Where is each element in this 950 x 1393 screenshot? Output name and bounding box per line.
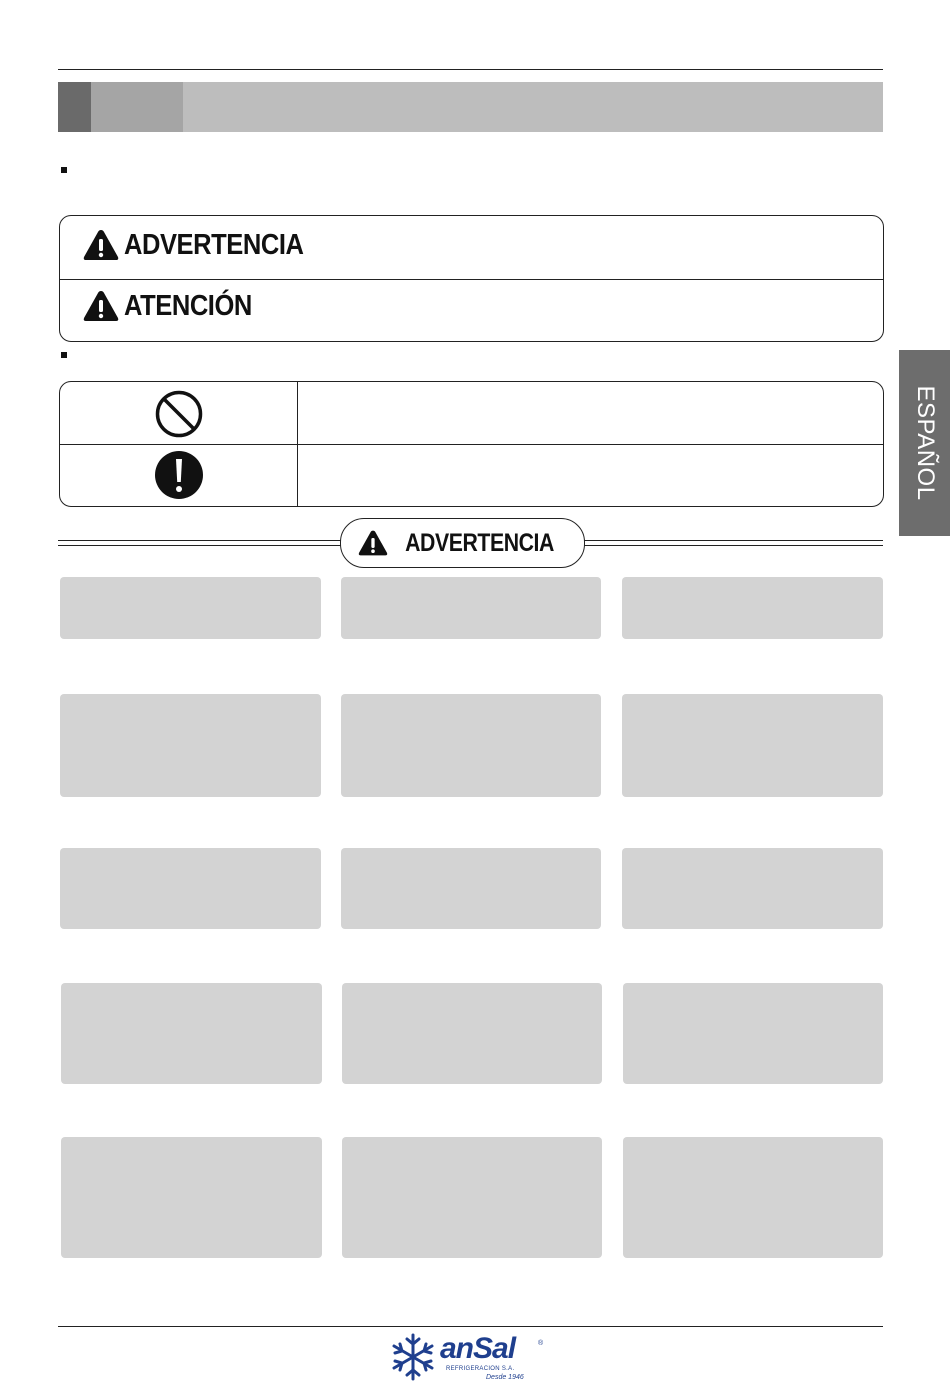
title-bar-accent: [91, 82, 183, 132]
signal-word-box: [59, 215, 884, 342]
section-title-bar: [58, 82, 883, 132]
warning-signal: [82, 228, 328, 262]
box-divider: [60, 279, 883, 280]
illustration-card: [623, 983, 883, 1084]
exclamation-icon: [154, 450, 204, 500]
illustration-card: [61, 983, 322, 1084]
section-rule-left-1: [58, 540, 341, 541]
brand-name: anSal: [440, 1332, 516, 1365]
registered-mark: ®: [538, 1340, 544, 1347]
language-label: ESPAÑOL: [911, 385, 939, 501]
illustration-card: [341, 694, 601, 797]
snowflake-icon: [388, 1332, 438, 1382]
illustration-card: [60, 577, 321, 639]
warning-triangle-icon: [82, 228, 120, 262]
legend-row-divider: [60, 444, 883, 445]
illustration-card: [622, 848, 883, 929]
illustration-card: [622, 694, 883, 797]
warning-triangle-icon: [82, 289, 120, 323]
illustration-card: [342, 983, 602, 1084]
footer-rule: [58, 1326, 883, 1327]
illustration-card: [623, 1137, 883, 1258]
illustration-card: [60, 694, 321, 797]
warning-section-label: ADVERTENCIA: [405, 528, 555, 557]
illustration-card: [341, 577, 601, 639]
caution-signal: [82, 289, 269, 323]
brand-tagline: REFRIGERACION S.A.: [446, 1366, 515, 1372]
illustration-card: [341, 848, 601, 929]
top-rule: [58, 69, 883, 70]
warning-label: ADVERTENCIA: [124, 228, 304, 261]
symbol-legend-box: [59, 381, 884, 507]
illustration-card: [61, 1137, 322, 1258]
caution-label: ATENCIÓN: [124, 289, 252, 322]
section-rule-right-2: [582, 545, 883, 546]
illustration-card: [622, 577, 883, 639]
bullet-1: [61, 167, 67, 173]
prohibition-icon: [154, 389, 204, 439]
bullet-2: [61, 352, 67, 358]
language-tab: [899, 350, 950, 536]
section-rule-right-1: [582, 540, 883, 541]
ansal-logo: [388, 1330, 558, 1386]
title-bar-tab: [58, 82, 91, 132]
section-rule-left-2: [58, 545, 341, 546]
illustration-card: [60, 848, 321, 929]
warning-triangle-icon: [357, 529, 389, 557]
brand-since: Desde 1946: [486, 1374, 524, 1381]
warning-section-heading: [340, 518, 585, 568]
illustration-card: [342, 1137, 602, 1258]
